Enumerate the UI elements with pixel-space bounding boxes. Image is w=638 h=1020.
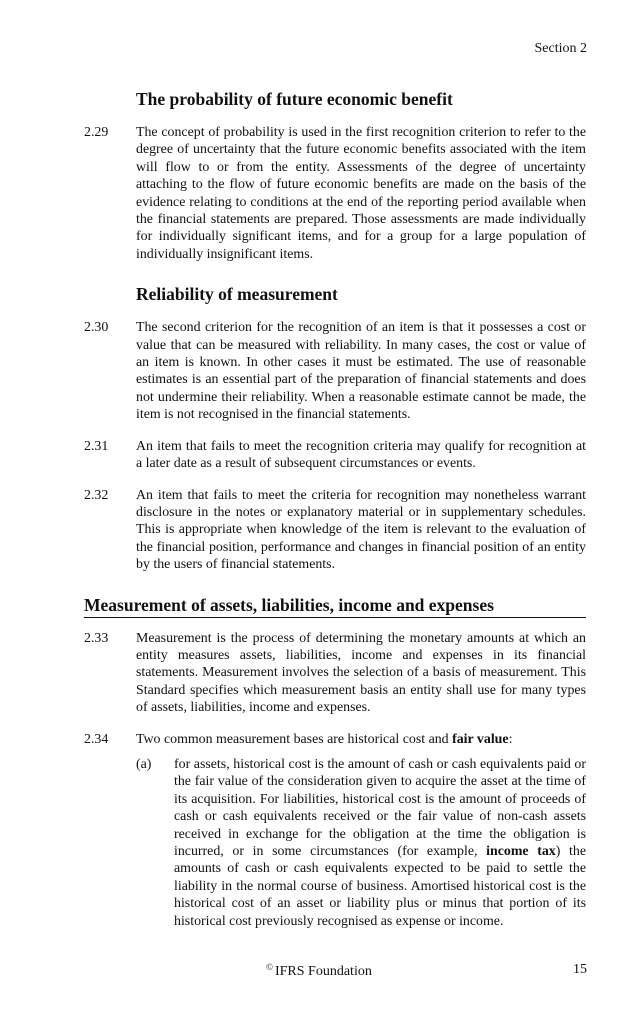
subitem-text-after: ) the amounts of cash or cash equivalents expected to be paid to settle the liability in the normal course of business. Amortised historical cost is the historical cost of an asset or liability plus or minus that portion of its historical cost previously recognised as expense or income.	[174, 844, 587, 929]
paragraph-number: 2.33	[84, 630, 109, 646]
heading-measurement: Measurement of assets, liabilities, income and expenses	[84, 594, 586, 618]
heading-probability: The probability of future economic benefit	[136, 89, 453, 109]
footer-copyright	[0, 962, 638, 980]
page-number: 15	[573, 962, 587, 977]
paragraph-number: 2.31	[84, 438, 109, 454]
page-body	[84, 88, 586, 930]
paragraph-number: 2.32	[84, 487, 109, 503]
subitem-label: (a)	[136, 756, 152, 772]
paragraph-number: 2.30	[84, 320, 109, 336]
paragraph-text: The concept of probability is used in the first recognition criterion to refer to the degree of uncertainty that the future economic benefits associated with the item will flow to or from the entity. Assessments of the degree of uncertainty attaching to the flow of future economic benefits are made on the basis of the evidence relating to conditions at the end of the reporting period available when the financial statements are prepared. Those assessments are made individually for individually significant items, and for a group for a large population of individually insignificant items.	[136, 125, 586, 262]
paragraph-2-32	[84, 487, 586, 574]
paragraph-text: The second criterion for the recognition of an item is that it possesses a cost or value that can be measured with reliability. In many cases, the cost or value of an item is known. In other cases it must be estimated. The use of reasonable estimates is an essential part of the preparation of financial statements and does not undermine their reliability. When a reasonable estimate cannot be made, the item is not recognised in the financial statements.	[136, 320, 586, 423]
defined-term-fair-value: fair value	[452, 731, 509, 747]
paragraph-number: 2.29	[84, 125, 109, 140]
paragraph-text: An item that fails to meet the recognition criteria may qualify for recognition at a later date as a result of subsequent circumstances or events.	[136, 438, 586, 472]
paragraph-text-before: Two common measurement bases are historical cost and	[136, 731, 453, 747]
running-header: Section 2	[534, 41, 587, 56]
copyright-symbol: ©	[266, 962, 273, 972]
paragraph-text: Measurement is the process of determining the monetary amounts at which an entity measures assets, liabilities, income and expenses in its financial statements. Measurement involves the selection of a basis of measurement. This Standard specifies which measurement basis an entity shall use for many types of assets, liabilities, income and expenses.	[136, 630, 586, 716]
footer-foundation: IFRS Foundation	[274, 964, 372, 979]
subitem-a	[84, 756, 586, 930]
paragraph-2-31	[84, 438, 586, 473]
defined-term-income-tax: income tax	[486, 844, 556, 859]
paragraph-number: 2.34	[84, 731, 109, 747]
subitem-text-before: for assets, historical cost is the amount of cash or cash equivalents paid or the fair value of the consideration given to acquire the asset at the time of its acquisition. For liabilities, historical cost is the amount of proceeds of cash or cash equivalents received or the fair value of non-cash assets received in exchange for the obligation at the time the obligation is incurred, or in some circumstances (for example,	[174, 756, 586, 859]
paragraph-2-34	[84, 731, 586, 748]
paragraph-text: An item that fails to meet the criteria for recognition may nonetheless warrant disclosure in the notes or explanatory material or in supplementary schedules. This is appropriate when knowledge of the item is relevant to the evaluation of the financial position, performance and changes in financial position of an entity by the users of financial statements.	[136, 487, 586, 573]
paragraph-2-30	[84, 319, 586, 423]
paragraph-2-29	[84, 124, 586, 263]
heading-reliability: Reliability of measurement	[136, 284, 338, 305]
paragraph-2-33	[84, 630, 586, 717]
paragraph-text-after: :	[508, 731, 513, 747]
